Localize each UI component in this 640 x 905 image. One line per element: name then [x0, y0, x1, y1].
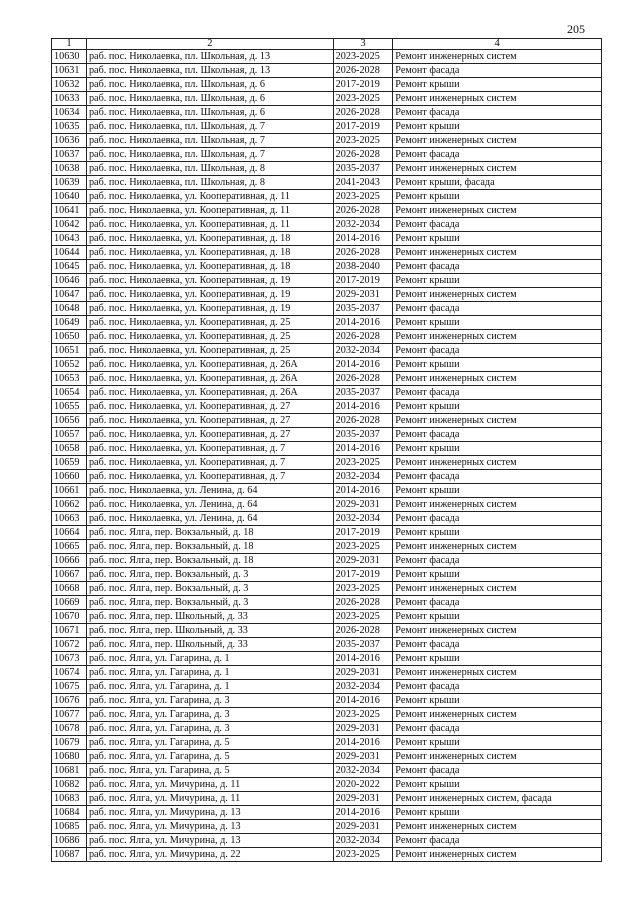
- work-type-cell: Ремонт инженерных систем: [393, 134, 602, 148]
- period-cell: 2026-2028: [333, 64, 393, 78]
- work-type-cell: Ремонт крыши: [393, 694, 602, 708]
- table-row: [52, 50, 602, 64]
- work-type-cell: Ремонт фасада: [393, 386, 602, 400]
- row-number: 10630: [52, 50, 87, 64]
- address-cell: раб. пос. Николаевка, пл. Школьная, д. 6: [86, 78, 333, 92]
- work-type-cell: Ремонт инженерных систем: [393, 582, 602, 596]
- work-type-cell: Ремонт фасада: [393, 554, 602, 568]
- work-type-cell: Ремонт крыши: [393, 778, 602, 792]
- row-number: 10640: [52, 190, 87, 204]
- work-type-cell: Ремонт фасада: [393, 260, 602, 274]
- work-type-cell: Ремонт фасада: [393, 834, 602, 848]
- row-number: 10685: [52, 820, 87, 834]
- address-cell: раб. пос. Николаевка, ул. Кооперативная, д. 18: [86, 246, 333, 260]
- address-cell: раб. пос. Николаевка, ул. Ленина, д. 64: [86, 512, 333, 526]
- address-cell: раб. пос. Николаевка, ул. Кооперативная, д. 11: [86, 204, 333, 218]
- row-number: 10648: [52, 302, 87, 316]
- address-cell: раб. пос. Ялга, пер. Вокзальный, д. 3: [86, 568, 333, 582]
- row-number: 10645: [52, 260, 87, 274]
- address-cell: раб. пос. Ялга, ул. Мичурина, д. 11: [86, 778, 333, 792]
- table-row: [52, 456, 602, 470]
- table-row: [52, 442, 602, 456]
- period-cell: 2017-2019: [333, 568, 393, 582]
- work-type-cell: Ремонт крыши: [393, 568, 602, 582]
- period-cell: 2014-2016: [333, 736, 393, 750]
- row-number: 10647: [52, 288, 87, 302]
- address-cell: раб. пос. Николаевка, ул. Кооперативная, д. 26А: [86, 372, 333, 386]
- work-type-cell: Ремонт крыши: [393, 652, 602, 666]
- address-cell: раб. пос. Николаевка, пл. Школьная, д. 7: [86, 134, 333, 148]
- period-cell: 2035-2037: [333, 638, 393, 652]
- period-cell: 2014-2016: [333, 806, 393, 820]
- address-cell: раб. пос. Ялга, ул. Гагарина, д. 3: [86, 694, 333, 708]
- address-cell: раб. пос. Николаевка, ул. Кооперативная, д. 18: [86, 260, 333, 274]
- row-number: 10661: [52, 484, 87, 498]
- work-type-cell: Ремонт крыши: [393, 400, 602, 414]
- period-cell: 2014-2016: [333, 694, 393, 708]
- row-number: 10637: [52, 148, 87, 162]
- period-cell: 2014-2016: [333, 316, 393, 330]
- work-type-cell: Ремонт крыши, фасада: [393, 176, 602, 190]
- table-row: [52, 680, 602, 694]
- period-cell: 2029-2031: [333, 750, 393, 764]
- table-row: [52, 638, 602, 652]
- row-number: 10682: [52, 778, 87, 792]
- work-type-cell: Ремонт инженерных систем: [393, 498, 602, 512]
- period-cell: 2023-2025: [333, 708, 393, 722]
- row-number: 10650: [52, 330, 87, 344]
- work-type-cell: Ремонт инженерных систем: [393, 288, 602, 302]
- work-type-cell: Ремонт крыши: [393, 78, 602, 92]
- work-type-cell: Ремонт инженерных систем: [393, 848, 602, 862]
- period-cell: 2017-2019: [333, 274, 393, 288]
- address-cell: раб. пос. Ялга, пер. Вокзальный, д. 3: [86, 582, 333, 596]
- address-cell: раб. пос. Ялга, ул. Гагарина, д. 1: [86, 666, 333, 680]
- address-cell: раб. пос. Ялга, пер. Вокзальный, д. 18: [86, 526, 333, 540]
- table-row: [52, 414, 602, 428]
- table-row: [52, 470, 602, 484]
- row-number: 10673: [52, 652, 87, 666]
- table-row: [52, 148, 602, 162]
- work-type-cell: Ремонт крыши: [393, 316, 602, 330]
- period-cell: 2029-2031: [333, 554, 393, 568]
- address-cell: раб. пос. Николаевка, ул. Ленина, д. 64: [86, 484, 333, 498]
- table-row: [52, 694, 602, 708]
- work-type-cell: Ремонт инженерных систем: [393, 204, 602, 218]
- work-type-cell: Ремонт инженерных систем: [393, 372, 602, 386]
- address-cell: раб. пос. Ялга, пер. Вокзальный, д. 18: [86, 554, 333, 568]
- period-cell: 2023-2025: [333, 190, 393, 204]
- row-number: 10674: [52, 666, 87, 680]
- period-cell: 2041-2043: [333, 176, 393, 190]
- table-row: [52, 358, 602, 372]
- table-row: [52, 106, 602, 120]
- period-cell: 2038-2040: [333, 260, 393, 274]
- address-cell: раб. пос. Николаевка, ул. Кооперативная, д. 27: [86, 400, 333, 414]
- work-type-cell: Ремонт крыши: [393, 120, 602, 134]
- table-row: [52, 204, 602, 218]
- table-row: [52, 624, 602, 638]
- row-number: 10684: [52, 806, 87, 820]
- period-cell: 2035-2037: [333, 428, 393, 442]
- table-row: [52, 582, 602, 596]
- row-number: 10636: [52, 134, 87, 148]
- work-type-cell: Ремонт фасада: [393, 344, 602, 358]
- row-number: 10671: [52, 624, 87, 638]
- address-cell: раб. пос. Ялга, ул. Мичурина, д. 13: [86, 806, 333, 820]
- table-row: [52, 778, 602, 792]
- row-number: 10634: [52, 106, 87, 120]
- period-cell: 2014-2016: [333, 232, 393, 246]
- period-cell: 2026-2028: [333, 246, 393, 260]
- address-cell: раб. пос. Николаевка, ул. Кооперативная, д. 26А: [86, 358, 333, 372]
- work-type-cell: Ремонт инженерных систем: [393, 540, 602, 554]
- period-cell: 2023-2025: [333, 540, 393, 554]
- period-cell: 2032-2034: [333, 680, 393, 694]
- table-row: [52, 806, 602, 820]
- row-number: 10677: [52, 708, 87, 722]
- row-number: 10631: [52, 64, 87, 78]
- address-cell: раб. пос. Ялга, пер. Школьный, д. 33: [86, 638, 333, 652]
- header-row: [52, 39, 602, 50]
- row-number: 10655: [52, 400, 87, 414]
- address-cell: раб. пос. Николаевка, пл. Школьная, д. 8: [86, 162, 333, 176]
- row-number: 10652: [52, 358, 87, 372]
- period-cell: 2026-2028: [333, 330, 393, 344]
- work-type-cell: Ремонт фасада: [393, 512, 602, 526]
- period-cell: 2017-2019: [333, 120, 393, 134]
- address-cell: раб. пос. Николаевка, ул. Кооперативная, д. 18: [86, 232, 333, 246]
- work-type-cell: Ремонт крыши: [393, 274, 602, 288]
- table-row: [52, 78, 602, 92]
- row-number: 10667: [52, 568, 87, 582]
- address-cell: раб. пос. Ялга, ул. Мичурина, д. 13: [86, 820, 333, 834]
- table-row: [52, 246, 602, 260]
- address-cell: раб. пос. Ялга, пер. Школьный, д. 33: [86, 624, 333, 638]
- address-cell: раб. пос. Николаевка, пл. Школьная, д. 6: [86, 106, 333, 120]
- period-cell: 2026-2028: [333, 148, 393, 162]
- period-cell: 2014-2016: [333, 400, 393, 414]
- work-type-cell: Ремонт инженерных систем: [393, 246, 602, 260]
- period-cell: 2023-2025: [333, 50, 393, 64]
- table-row: [52, 400, 602, 414]
- row-number: 10663: [52, 512, 87, 526]
- table-row: [52, 568, 602, 582]
- work-type-cell: Ремонт инженерных систем: [393, 50, 602, 64]
- work-type-cell: Ремонт фасада: [393, 218, 602, 232]
- work-type-cell: Ремонт крыши: [393, 442, 602, 456]
- row-number: 10678: [52, 722, 87, 736]
- period-cell: 2029-2031: [333, 792, 393, 806]
- work-type-cell: Ремонт фасада: [393, 106, 602, 120]
- work-type-cell: Ремонт инженерных систем: [393, 666, 602, 680]
- work-type-cell: Ремонт фасада: [393, 302, 602, 316]
- address-cell: раб. пос. Ялга, пер. Вокзальный, д. 18: [86, 540, 333, 554]
- table-row: [52, 834, 602, 848]
- table-row: [52, 764, 602, 778]
- address-cell: раб. пос. Николаевка, ул. Кооперативная, д. 7: [86, 442, 333, 456]
- address-cell: раб. пос. Николаевка, ул. Кооперативная, д. 11: [86, 190, 333, 204]
- work-type-cell: Ремонт крыши: [393, 358, 602, 372]
- table-row: [52, 792, 602, 806]
- address-cell: раб. пос. Николаевка, ул. Кооперативная, д. 27: [86, 428, 333, 442]
- address-cell: раб. пос. Николаевка, ул. Ленина, д. 64: [86, 498, 333, 512]
- row-number: 10642: [52, 218, 87, 232]
- period-cell: 2017-2019: [333, 78, 393, 92]
- row-number: 10669: [52, 596, 87, 610]
- table-row: [52, 652, 602, 666]
- address-cell: раб. пос. Николаевка, ул. Кооперативная, д. 19: [86, 288, 333, 302]
- row-number: 10676: [52, 694, 87, 708]
- work-type-cell: Ремонт инженерных систем: [393, 162, 602, 176]
- period-cell: 2017-2019: [333, 526, 393, 540]
- row-number: 10680: [52, 750, 87, 764]
- row-number: 10686: [52, 834, 87, 848]
- period-cell: 2023-2025: [333, 92, 393, 106]
- address-cell: раб. пос. Николаевка, пл. Школьная, д. 7: [86, 120, 333, 134]
- table-row: [52, 64, 602, 78]
- period-cell: 2032-2034: [333, 834, 393, 848]
- table-row: [52, 302, 602, 316]
- table-row: [52, 512, 602, 526]
- address-cell: раб. пос. Николаевка, пл. Школьная, д. 8: [86, 176, 333, 190]
- period-cell: 2026-2028: [333, 414, 393, 428]
- work-type-cell: Ремонт инженерных систем: [393, 456, 602, 470]
- address-cell: раб. пос. Николаевка, ул. Кооперативная, д. 26А: [86, 386, 333, 400]
- work-type-cell: Ремонт фасада: [393, 764, 602, 778]
- period-cell: 2026-2028: [333, 596, 393, 610]
- work-type-cell: Ремонт фасада: [393, 64, 602, 78]
- table-row: [52, 120, 602, 134]
- period-cell: 2026-2028: [333, 624, 393, 638]
- address-cell: раб. пос. Ялга, ул. Гагарина, д. 1: [86, 680, 333, 694]
- row-number: 10662: [52, 498, 87, 512]
- period-cell: 2023-2025: [333, 582, 393, 596]
- row-number: 10651: [52, 344, 87, 358]
- period-cell: 2029-2031: [333, 498, 393, 512]
- work-type-cell: Ремонт крыши: [393, 190, 602, 204]
- row-number: 10679: [52, 736, 87, 750]
- work-type-cell: Ремонт инженерных систем: [393, 414, 602, 428]
- address-cell: раб. пос. Ялга, ул. Мичурина, д. 11: [86, 792, 333, 806]
- table-row: [52, 750, 602, 764]
- row-number: 10665: [52, 540, 87, 554]
- table-row: [52, 428, 602, 442]
- period-cell: 2023-2025: [333, 610, 393, 624]
- period-cell: 2020-2022: [333, 778, 393, 792]
- table-row: [52, 848, 602, 862]
- address-cell: раб. пос. Николаевка, пл. Школьная, д. 13: [86, 64, 333, 78]
- row-number: 10681: [52, 764, 87, 778]
- header-col-4: 4: [393, 39, 602, 50]
- address-cell: раб. пос. Николаевка, ул. Кооперативная, д. 7: [86, 456, 333, 470]
- address-cell: раб. пос. Ялга, ул. Мичурина, д. 13: [86, 834, 333, 848]
- period-cell: 2023-2025: [333, 456, 393, 470]
- work-type-cell: Ремонт фасада: [393, 596, 602, 610]
- table-row: [52, 666, 602, 680]
- work-type-cell: Ремонт инженерных систем: [393, 820, 602, 834]
- table-row: [52, 736, 602, 750]
- table-row: [52, 372, 602, 386]
- work-type-cell: Ремонт фасада: [393, 638, 602, 652]
- period-cell: 2035-2037: [333, 162, 393, 176]
- period-cell: 2029-2031: [333, 722, 393, 736]
- table-row: [52, 722, 602, 736]
- row-number: 10632: [52, 78, 87, 92]
- table-row: [52, 260, 602, 274]
- table-row: [52, 232, 602, 246]
- work-type-cell: Ремонт инженерных систем: [393, 330, 602, 344]
- row-number: 10666: [52, 554, 87, 568]
- table-row: [52, 386, 602, 400]
- address-cell: раб. пос. Николаевка, пл. Школьная, д. 6: [86, 92, 333, 106]
- table-row: [52, 316, 602, 330]
- table-row: [52, 596, 602, 610]
- table-row: [52, 484, 602, 498]
- table-row: [52, 190, 602, 204]
- period-cell: 2026-2028: [333, 106, 393, 120]
- work-type-cell: Ремонт крыши: [393, 806, 602, 820]
- table-row: [52, 498, 602, 512]
- address-cell: раб. пос. Ялга, ул. Гагарина, д. 1: [86, 652, 333, 666]
- period-cell: 2029-2031: [333, 288, 393, 302]
- table-body: [52, 50, 602, 862]
- row-number: 10657: [52, 428, 87, 442]
- page-number: 205: [567, 22, 585, 36]
- address-cell: раб. пос. Николаевка, ул. Кооперативная, д. 25: [86, 344, 333, 358]
- table-row: [52, 92, 602, 106]
- row-number: 10687: [52, 848, 87, 862]
- table-row: [52, 554, 602, 568]
- work-type-cell: Ремонт инженерных систем: [393, 92, 602, 106]
- work-type-cell: Ремонт инженерных систем: [393, 624, 602, 638]
- table-row: [52, 610, 602, 624]
- row-number: 10649: [52, 316, 87, 330]
- row-number: 10670: [52, 610, 87, 624]
- row-number: 10635: [52, 120, 87, 134]
- period-cell: 2029-2031: [333, 820, 393, 834]
- row-number: 10641: [52, 204, 87, 218]
- period-cell: 2035-2037: [333, 302, 393, 316]
- address-cell: раб. пос. Ялга, пер. Вокзальный, д. 3: [86, 596, 333, 610]
- table-row: [52, 820, 602, 834]
- row-number: 10668: [52, 582, 87, 596]
- period-cell: 2035-2037: [333, 386, 393, 400]
- table-header: [52, 39, 602, 50]
- period-cell: 2023-2025: [333, 134, 393, 148]
- table-row: [52, 218, 602, 232]
- period-cell: 2023-2025: [333, 848, 393, 862]
- table-row: [52, 540, 602, 554]
- work-type-cell: Ремонт фасада: [393, 470, 602, 484]
- row-number: 10658: [52, 442, 87, 456]
- table-row: [52, 162, 602, 176]
- period-cell: 2014-2016: [333, 652, 393, 666]
- address-cell: раб. пос. Ялга, ул. Гагарина, д. 5: [86, 764, 333, 778]
- period-cell: 2014-2016: [333, 442, 393, 456]
- header-col-3: 3: [333, 39, 393, 50]
- row-number: 10633: [52, 92, 87, 106]
- row-number: 10660: [52, 470, 87, 484]
- row-number: 10659: [52, 456, 87, 470]
- table-row: [52, 176, 602, 190]
- address-cell: раб. пос. Ялга, ул. Гагарина, д. 5: [86, 736, 333, 750]
- table-row: [52, 344, 602, 358]
- row-number: 10675: [52, 680, 87, 694]
- address-cell: раб. пос. Николаевка, ул. Кооперативная, д. 25: [86, 330, 333, 344]
- work-type-cell: Ремонт фасада: [393, 148, 602, 162]
- address-cell: раб. пос. Ялга, пер. Школьный, д. 33: [86, 610, 333, 624]
- period-cell: 2014-2016: [333, 358, 393, 372]
- address-cell: раб. пос. Ялга, ул. Гагарина, д. 3: [86, 722, 333, 736]
- header-col-1: 1: [52, 39, 87, 50]
- work-type-cell: Ремонт крыши: [393, 484, 602, 498]
- header-col-2: 2: [86, 39, 333, 50]
- row-number: 10664: [52, 526, 87, 540]
- work-type-cell: Ремонт инженерных систем: [393, 708, 602, 722]
- work-type-cell: Ремонт инженерных систем: [393, 750, 602, 764]
- address-cell: раб. пос. Николаевка, ул. Кооперативная, д. 7: [86, 470, 333, 484]
- work-type-cell: Ремонт фасада: [393, 428, 602, 442]
- work-type-cell: Ремонт фасада: [393, 680, 602, 694]
- period-cell: 2032-2034: [333, 512, 393, 526]
- row-number: 10638: [52, 162, 87, 176]
- work-type-cell: Ремонт инженерных систем, фасада: [393, 792, 602, 806]
- table-row: [52, 274, 602, 288]
- work-type-cell: Ремонт крыши: [393, 526, 602, 540]
- address-cell: раб. пос. Николаевка, пл. Школьная, д. 13: [86, 50, 333, 64]
- period-cell: 2029-2031: [333, 666, 393, 680]
- period-cell: 2014-2016: [333, 484, 393, 498]
- table-row: [52, 526, 602, 540]
- table-row: [52, 134, 602, 148]
- table-row: [52, 708, 602, 722]
- address-cell: раб. пос. Николаевка, ул. Кооперативная, д. 11: [86, 218, 333, 232]
- address-cell: раб. пос. Николаевка, ул. Кооперативная, д. 27: [86, 414, 333, 428]
- address-cell: раб. пос. Ялга, ул. Гагарина, д. 3: [86, 708, 333, 722]
- capital-repair-table: [51, 38, 602, 862]
- period-cell: 2032-2034: [333, 470, 393, 484]
- table-row: [52, 288, 602, 302]
- table-row: [52, 330, 602, 344]
- address-cell: раб. пос. Николаевка, ул. Кооперативная, д. 19: [86, 274, 333, 288]
- work-type-cell: Ремонт крыши: [393, 736, 602, 750]
- period-cell: 2032-2034: [333, 344, 393, 358]
- row-number: 10639: [52, 176, 87, 190]
- address-cell: раб. пос. Ялга, ул. Гагарина, д. 5: [86, 750, 333, 764]
- period-cell: 2032-2034: [333, 218, 393, 232]
- period-cell: 2026-2028: [333, 204, 393, 218]
- row-number: 10643: [52, 232, 87, 246]
- address-cell: раб. пос. Николаевка, ул. Кооперативная, д. 25: [86, 316, 333, 330]
- work-type-cell: Ремонт фасада: [393, 722, 602, 736]
- row-number: 10683: [52, 792, 87, 806]
- address-cell: раб. пос. Ялга, ул. Мичурина, д. 22: [86, 848, 333, 862]
- period-cell: 2032-2034: [333, 764, 393, 778]
- row-number: 10654: [52, 386, 87, 400]
- row-number: 10672: [52, 638, 87, 652]
- row-number: 10653: [52, 372, 87, 386]
- address-cell: раб. пос. Николаевка, пл. Школьная, д. 7: [86, 148, 333, 162]
- period-cell: 2026-2028: [333, 372, 393, 386]
- row-number: 10644: [52, 246, 87, 260]
- address-cell: раб. пос. Николаевка, ул. Кооперативная, д. 19: [86, 302, 333, 316]
- row-number: 10656: [52, 414, 87, 428]
- row-number: 10646: [52, 274, 87, 288]
- work-type-cell: Ремонт крыши: [393, 610, 602, 624]
- work-type-cell: Ремонт крыши: [393, 232, 602, 246]
